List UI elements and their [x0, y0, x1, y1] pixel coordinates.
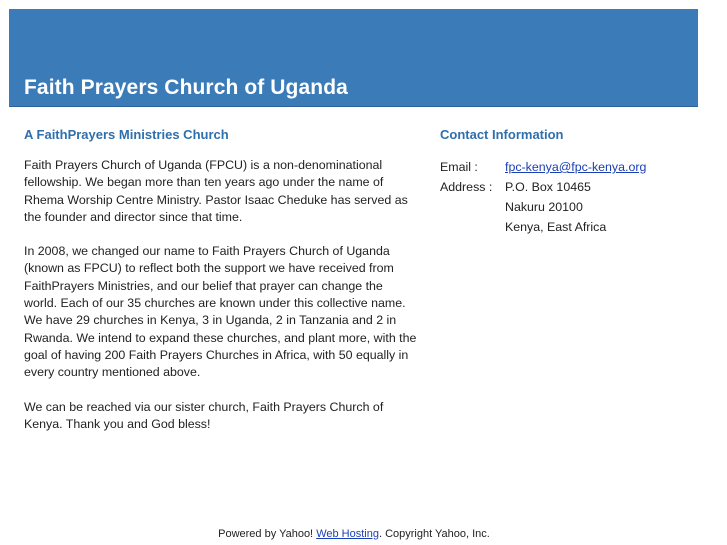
- intro-paragraph: Faith Prayers Church of Uganda (FPCU) is a non-denominational fellowship. We began more than ten years ago under the name of Rhema Worship Centre Ministry. Pastor Isaac Cheduke has served as the founder and director since that time.: [24, 158, 408, 224]
- history-paragraph: In 2008, we changed our name to Faith Prayers Church of Uganda (known as FPCU) to reflect both the support we have received from FaithPrayers Ministries, and our belief that prayer can change the world. Each of our 35 churches are known under this collective name. We have 29 churches in Kenya, 3 in Uganda, 2 in Tanzania and 2 in Rwanda. We intend to expand these churches, and plant more, with the goal of having 200 Faith Prayers Churches in Africa, with 50 equally in every country mentioned above.: [24, 244, 417, 380]
- contact-table: [440, 157, 646, 237]
- site-title: Faith Prayers Church of Uganda: [24, 76, 348, 99]
- main-content: [24, 127, 419, 433]
- address-line-2: Nakuru 20100: [505, 200, 583, 214]
- web-hosting-link[interactable]: Web Hosting: [316, 528, 379, 540]
- address-label: Address :: [440, 180, 493, 194]
- address-row: [440, 177, 646, 197]
- closing-paragraph: We can be reached via our sister church, Faith Prayers Church of Kenya. Thank you and God bless!: [24, 399, 384, 431]
- address-row: [440, 217, 646, 237]
- address-line-1: P.O. Box 10465: [505, 180, 591, 194]
- email-label: Email :: [440, 160, 478, 174]
- page-footer: [0, 528, 708, 540]
- email-row: [440, 157, 646, 177]
- contact-section: [440, 127, 700, 237]
- site-header: [9, 9, 698, 107]
- footer-suffix: . Copyright Yahoo, Inc.: [378, 528, 490, 540]
- email-link[interactable]: fpc-kenya@fpc-kenya.org: [505, 160, 647, 174]
- footer-prefix: Powered by Yahoo!: [218, 528, 317, 540]
- main-heading: A FaithPrayers Ministries Church: [24, 127, 229, 142]
- address-line-3: Kenya, East Africa: [505, 220, 607, 234]
- address-row: [440, 197, 646, 217]
- contact-heading: Contact Information: [440, 127, 564, 142]
